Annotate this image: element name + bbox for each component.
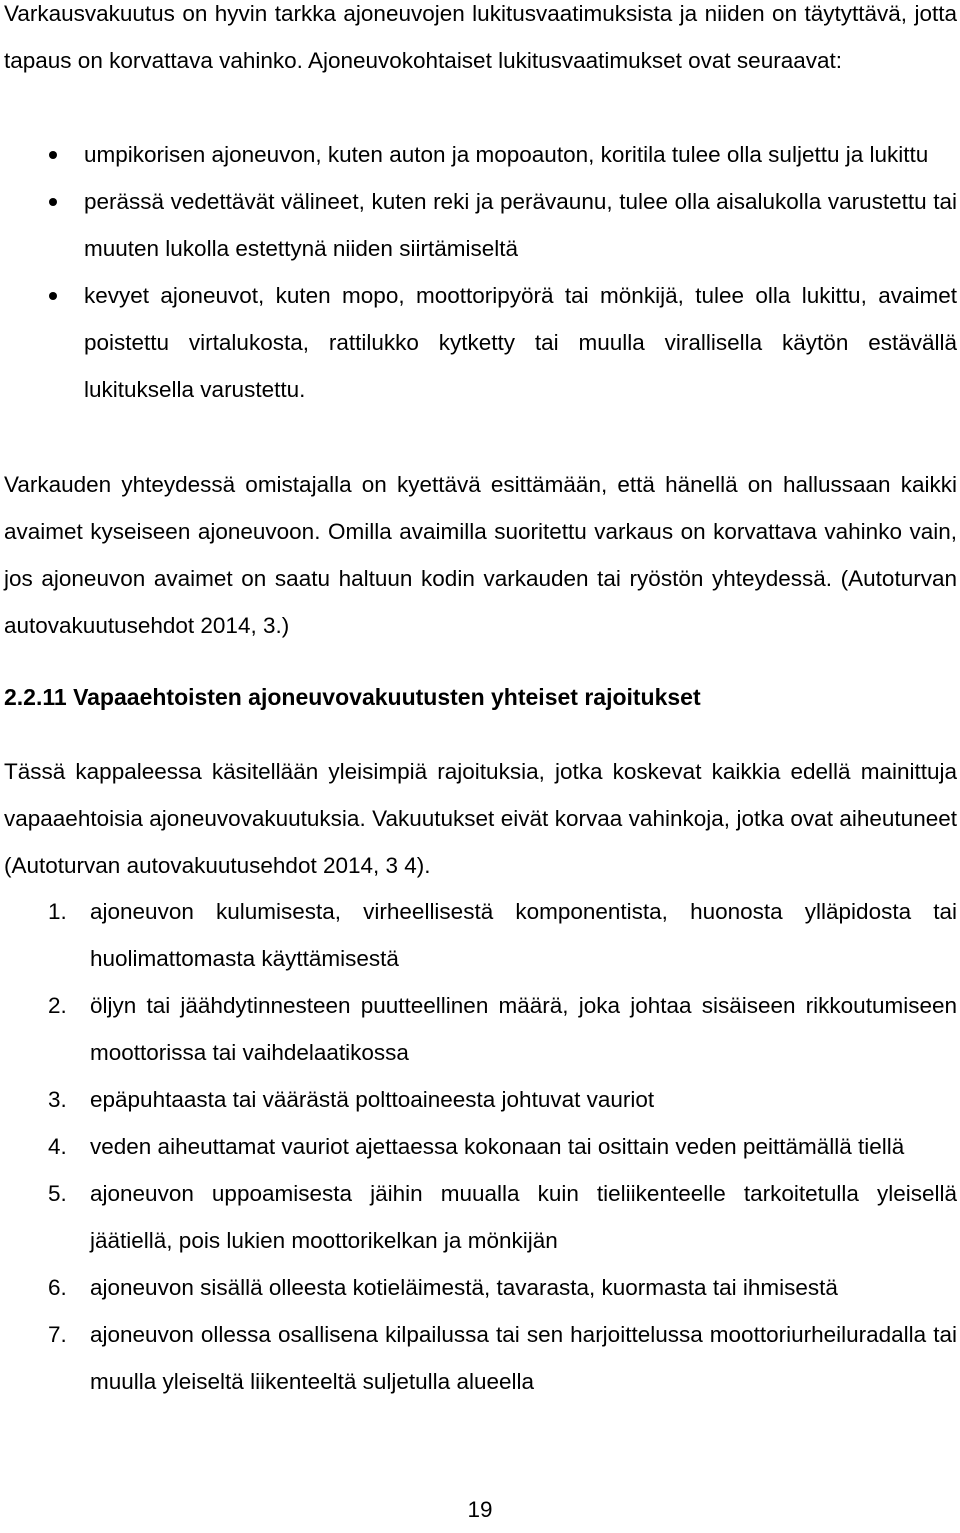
list-item-text: öljyn tai jäähdytinnesteen puutteellinen määrä, joka johtaa sisäiseen rikkoutumiseen moottorissa tai vaihdelaatikossa [90,993,957,1065]
list-item [0,178,957,272]
list-item-number: 3. [48,1087,67,1112]
list-item-text: ajoneuvon kulumisesta, virheellisestä komponentista, huonosta ylläpidosta tai huolimattomasta käyttämisestä [90,899,957,971]
list-item-text: veden aiheuttamat vauriot ajettaessa kokonaan tai osittain veden peittämällä tiellä [90,1134,905,1159]
bullet-icon [49,151,57,159]
list-item-text: epäpuhtaasta tai väärästä polttoaineesta johtuvat vauriot [90,1087,655,1112]
bullet-icon [49,292,57,300]
limitations-list [0,888,960,1405]
list-item-number: 6. [48,1275,67,1300]
list-item [0,1170,957,1264]
section-heading: 2.2.11 Vapaaehtoisten ajoneuvovakuutusten yhteiset rajoitukset [4,684,701,710]
paragraph-theft: Varkauden yhteydessä omistajalla on kyettävä esittämään, että hänellä on hallussaan kaikki avaimet kyseiseen ajoneuvoon. Omilla avaimilla suoritettu varkaus on korvattava vahinko vain, jos ajoneuvon avaimet on saatu haltuun kodin varkauden tai ryöstön yhteydessä. (Autoturvan autovakuutusehdot 2014, 3.) [4,472,957,638]
list-item [0,272,957,413]
list-item-text: umpikorisen ajoneuvon, kuten auton ja mopoauton, koritila tulee olla suljettu ja lukittu [84,142,929,167]
list-item [0,1076,957,1123]
list-item-text: kevyet ajoneuvot, kuten mopo, moottoripyörä tai mönkijä, tulee olla lukittu, avaimet poistettu virtalukosta, rattilukko kytketty tai muulla virallisella käytön estävällä lukituksella varustettu. [84,283,957,402]
list-item-number: 7. [48,1322,67,1347]
list-item-text: perässä vedettävät välineet, kuten reki ja perävaunu, tulee olla aisalukolla varustettu tai muuten lukolla estettynä niiden siirtämiseltä [84,189,957,261]
list-item-text: ajoneuvon uppoamisesta jäihin muualla kuin tieliikenteelle tarkoitetulla yleisellä jäätiellä, pois lukien moottorikelkan ja mönkijän [90,1181,957,1253]
list-item-number: 4. [48,1134,67,1159]
list-item [0,1123,957,1170]
list-item [0,888,957,982]
list-item [0,1264,957,1311]
list-item [0,1311,957,1405]
page-number: 19 [467,1497,493,1522]
list-item [0,982,957,1076]
list-item [0,131,957,178]
paragraph-intro: Varkausvakuutus on hyvin tarkka ajoneuvojen lukitusvaatimuksista ja niiden on täytyttävä, jotta tapaus on korvattava vahinko. Ajoneuvokohtaiset lukitusvaatimukset ovat seuraavat: [4,1,957,73]
bullet-icon [49,198,57,206]
paragraph-limitations: Tässä kappaleessa käsitellään yleisimpiä rajoituksia, jotka koskevat kaikkia edellä mainittuja vapaaehtoisia ajoneuvovakuutuksia. Vakuutukset eivät korvaa vahinkoja, jotka ovat aiheutuneet (Autoturvan autovakuutusehdot 2014, 3 4). [4,759,957,878]
locking-requirements-list [0,131,960,413]
list-item-text: ajoneuvon sisällä olleesta kotieläimestä, tavarasta, kuormasta tai ihmisestä [90,1275,838,1300]
list-item-text: ajoneuvon ollessa osallisena kilpailussa tai sen harjoittelussa moottoriurheiluradalla tai muulla yleiseltä liikenteeltä suljetulla alueella [90,1322,957,1394]
list-item-number: 1. [48,899,67,924]
list-item-number: 5. [48,1181,67,1206]
list-item-number: 2. [48,993,67,1018]
